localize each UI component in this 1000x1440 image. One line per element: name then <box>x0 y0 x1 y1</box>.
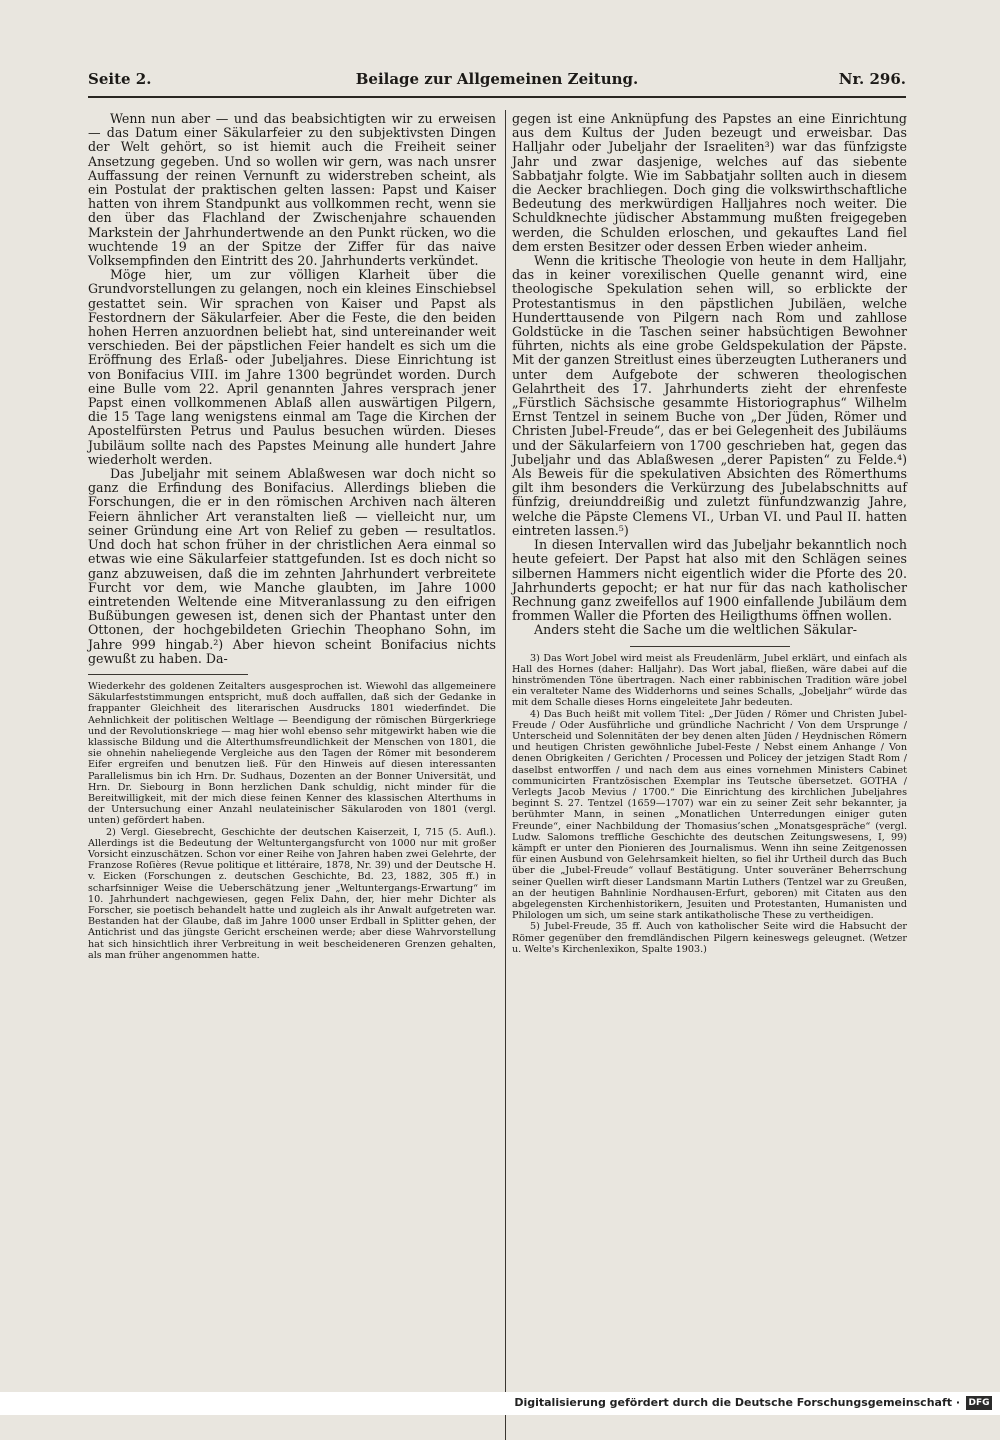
footnote: 3) Das Wort Jobel wird meist als Freudenlärm, Jubel erklärt, und einfach als Hall des Hornes (daher: Halljahr). Das Wort jabal, fließen, wäre dabei auf die hinströmenden Töne übertragen. Nach einer rabbinischen Tradition wäre jobel ein veralteter Name des Widderhorns und seines Schalls, „Jobeljahr“ würde das mit dem Schalle dieses Horns eingeleitete Jahr bedeuten. <box>512 652 907 709</box>
footnote: 4) Das Buch heißt mit vollem Titel: „Der Jüden / Römer und Christen Jubel-Freude / Oder Ausführliche und gründliche Nachricht / Von dem Ursprunge / Unterscheid und Solennitäten der bey denen alten Jüden / Heydnischen Römern und heutigen Christen gewöhnliche Jubel-Feste / Nebst einem Anhange / Von denen Obrigkeiten / Gerichten / Processen und Policey der jetzigen Stadt Rom / daselbst entworffen / und nach dem aus eines vornehmen Ministers Cabinet communicirten Frantzösischen Exemplar ins Teutsche übersetzet. GOTHA / Verlegts Jacob Mevius / 1700.“ Die Einrichtung des kirchlichen Jubeljahres beginnt S. 27. Tentzel (1659—1707) war ein zu seiner Zeit sehr bekannter, ja berühmter Mann, in seinen „Monatlichen Unterredungen einiger guten Freunde“, einer Nachbildung der Thomasius’schen „Monatsgespräche“ (vergl. Ludw. Salomons treffliche Geschichte des deutschen Zeitungswesens, I, 99) kämpft er unter den Pionieren des Journalismus. Wenn ihn seine Zeitgenossen für einen Ausbund von Gelehrsamkeit hielten, so fiel ihr Urtheil durch das Buch über die „Jubel-Freude“ vollauf Bestätigung. Unter souveräner Beherrschung seiner Quellen wirft dieser Landsmann Martin Luthers (Tentzel war zu Greußen, an der heutigen Bahnlinie Nordhausen-Erfurt, geboren) mit Citaten aus den abgelegensten Kirchenhistorikern, Jesuiten und Protestanten, Humanisten und Philologen um sich, um seine stark antikatholische These zu vertheidigen. <box>512 708 907 922</box>
body-paragraph: gegen ist eine Anknüpfung des Papstes an eine Einrichtung aus dem Kultus der Juden bezeugt und erweisbar. Das Halljahr oder Jubeljahr der Israeliten³) war das fünfzigste Jahr und zwar dasjenige, welches auf das siebente Sabbatjahr folgte. Wie im Sabbatjahr sollten auch in diesem die Aecker brachliegen. Doch ging die volkswirthschaftliche Bedeutung des merkwürdigen Halljahres noch weiter. Die Schuldknechte jüdischer Abstammung mußten freigegeben werden, die Schulden erloschen, und gekauftes Land fiel dem ersten Besitzer oder dessen Erben wieder anheim. <box>512 111 907 254</box>
page-header <box>88 70 906 94</box>
funding-credit: Digitalisierung gefördert durch die Deutsche Forschungsgemeinschaft · <box>514 1396 960 1409</box>
digitization-footer <box>0 1392 1000 1415</box>
footnote: 2) Vergl. Giesebrecht, Geschichte der deutschen Kaiserzeit, I, 715 (5. Aufl.). Allerdings ist die Bedeutung der Weltuntergangsfurcht von 1000 nur mit großer Vorsicht einzuschätzen. Schon vor einer Reihe von Jahren haben zwei Gelehrte, der Franzose Roſières (Revue politique et littéraire, 1878, Nr. 39) und der Deutsche H. v. Eicken (Forschungen z. deutschen Geschichte, Bd. 23, 1882, 305 ff.) in scharfsinniger Weise die Ueberschätzung jener „Weltuntergangs-Erwartung“ im 10. Jahrhundert nachgewiesen, gegen Felix Dahn, der, hier mehr Dichter als Forscher, sie poetisch behandelt hatte und zugleich als ihr Anwalt aufgetreten war. Bestanden hat der Glaube, daß im Jahre 1000 unser Erdball in Splitter gehen, der Antichrist und das jüngste Gericht erscheinen werde; aber diese Wahrvorstellung hat sich hinsichtlich ihrer Verbreitung in weit bescheideneren Grenzen gehalten, als man früher angenommen hatte. <box>88 826 496 961</box>
footnote-rule <box>88 674 248 675</box>
body-paragraph: Anders steht die Sache um die weltlichen Säkular- <box>534 622 858 638</box>
footnote: 5) Jubel-Freude, 35 ff. Auch von katholischer Seite wird die Habsucht der Römer gegenüber den fremdländischen Pilgern keineswegs geleugnet. (Wetzer u. Welte's Kirchenlexikon, Spalte 1903.) <box>512 921 907 955</box>
left-column <box>88 112 496 961</box>
body-paragraph: Möge hier, um zur völligen Klarheit über die Grundvorstellungen zu gelangen, noch ein kleines Einschiebsel gestattet sein. Wir sprachen von Kaiser und Papst als Festordnern der Säkularfeier. Aber die Feste, die den beiden hohen Herren anzuordnen beliebt hat, sind untereinander weit verschieden. Bei der päpstlichen Feier handelt es sich um die Eröffnung des Erlaß- oder Jubeljahres. Diese Einrichtung ist von Bonifacius VIII. im Jahre 1300 begründet worden. Durch eine Bulle vom 22. April genannten Jahres versprach jener Papst einen vollkommenen Ablaß allen auswärtigen Pilgern, die 15 Tage lang wenigstens einmal am Tage die Kirchen der Apostelfürsten Petrus und Paulus besuchen würden. Dieses Jubiläum sollte nach des Papstes Meinung alle hundert Jahre wiederholt werden. <box>88 267 496 467</box>
footnote-rule <box>630 646 790 647</box>
page-number: Seite 2. <box>88 70 152 88</box>
footnotes <box>512 653 907 955</box>
issue-number: Nr. 296. <box>838 70 906 88</box>
body-paragraph: Das Jubeljahr mit seinem Ablaßwesen war doch nicht so ganz die Erfindung des Bonifacius. Allerdings blieben die Forschungen, die er in den römischen Archiven nach älteren Feiern ähnlicher Art veranstalten ließ — vielleicht nur, um seiner Gründung eine Art von Relief zu geben — resultatlos. Und doch hat schon früher in der christlichen Aera einmal so etwas wie eine Säkularfeier stattgefunden. Ist es doch nicht so ganz abzuweisen, daß die im zehnten Jahrhundert verbreitete Furcht vor dem, wie Manche glaubten, im Jahre 1000 eintretenden Weltende eine Mitveranlassung zu den eifrigen Bußübungen gewesen ist, denen sich der Phantast unter den Ottonen, der hochgebildeten Griechin Theophano Sohn, im Jahre 999 hingab.²) Aber hievon scheint Bonifacius nichts gewußt zu haben. Da- <box>88 466 496 666</box>
column-divider <box>505 110 506 1440</box>
body-paragraph: Wenn nun aber — und das beabsichtigten wir zu erweisen — das Datum einer Säkularfeier zu den subjektivsten Dingen der Welt gehört, so ist hiemit auch die Freiheit seiner Ansetzung gegeben. Und so wollen wir gern, was nach unsrer Auffassung der reinen Vernunft zu widerstreben scheint, als ein Postulat der praktischen gelten lassen: Papst und Kaiser hatten von ihrem Standpunkt aus vollkommen recht, wenn sie den über das Flachland der Zwischenjahre schauenden Markstein der Jahrhundertwende an den Punkt rücken, wo die wuchtende 19 an der Spitze der Ziffer für das naive Volksempfinden den Eintritt des 20. Jahrhunderts verkündet. <box>88 111 496 269</box>
body-paragraph: Wenn die kritische Theologie von heute in dem Halljahr, das in keiner vorexilischen Quelle genannt wird, eine theologische Spekulation sehen will, so erblickte der Protestantismus in den päpstlichen Jubiläen, welche Hunderttausende von Pilgern nach Rom und zahllose Goldstücke in die Taschen seiner habsüchtigen Bewohner führten, nichts als eine grobe Geldspekulation der Päpste. Mit der ganzen Streitlust eines überzeugten Lutheraners und unter dem Aufgebote der schweren theologischen Gelahrtheit des 17. Jahrhunderts zieht der ehrenfeste „Fürstlich Sächsische gesammte Historiographus“ Wilhelm Ernst Tentzel in seinem Buche von „Der Jüden, Römer und Christen Jubel-Freude“, das er bei Gelegenheit des Jubiläums und der Säkularfeiern von 1700 geschrieben hat, gegen das Jubeljahr und das Ablaßwesen „derer Papisten“ zu Felde.⁴) Als Beweis für die spekulativen Absichten des Römerthums gilt ihm besonders die Verkürzung des Jubelabschnitts auf fünfzig, dreiunddreißig und zuletzt fünfundzwanzig Jahre, welche die Päpste Clemens VI., Urban VI. und Paul II. hatten eintreten lassen.⁵) <box>512 253 907 538</box>
right-column <box>512 112 907 955</box>
dfg-logo: DFG <box>966 1396 992 1410</box>
footnote: Wiederkehr des goldenen Zeitalters ausgesprochen ist. Wiewohl das allgemeinere Säkularfeststimmungen entspricht, muß doch auffallen, daß sich der Gedanke in frappanter Gleichheit des literarischen Ausdrucks 1801 wiederfindet. Die Aehnlichkeit der politischen Weltlage — Beendigung der römischen Bürgerkriege und der Revolutionskriege — mag hier wohl ebenso sehr mitgewirkt haben wie die klassische Bildung und die Alterthumsfreundlichkeit der Menschen von 1801, die sie ohnehin naheliegende Vergleiche aus den Tagen der Römer mit besonderem Eifer ergreifen und benutzen ließ. Für den Hinweis auf diesen interessanten Parallelismus bin ich Hrn. Dr. Sudhaus, Dozenten an der Bonner Universität, und Hrn. Dr. Siebourg in Bonn herzlichen Dank schuldig, nicht minder für die Bereitwilligkeit, mit der mich diese feinen Kenner des klassischen Alterthums in der Untersuchung einer Anzahl neulateinischer Säkularoden von 1801 (vergl. unten) gefördert haben. <box>88 680 496 827</box>
body-paragraph: In diesen Intervallen wird das Jubeljahr bekanntlich noch heute gefeiert. Der Papst hat also mit den Schlägen seines silbernen Hammers nicht eigentlich wider die Pforte des 20. Jahrhunderts gepocht; er hat nur für das nach katholischer Rechnung ganz zweifellos auf 1900 einfallende Jubiläum dem frommen Waller die Pforten des Heiligthums öffnen wollen. <box>512 537 907 624</box>
supplement-title: Beilage zur Allgemeinen Zeitung. <box>355 70 639 88</box>
footnotes <box>88 681 496 961</box>
header-rule <box>88 96 906 98</box>
